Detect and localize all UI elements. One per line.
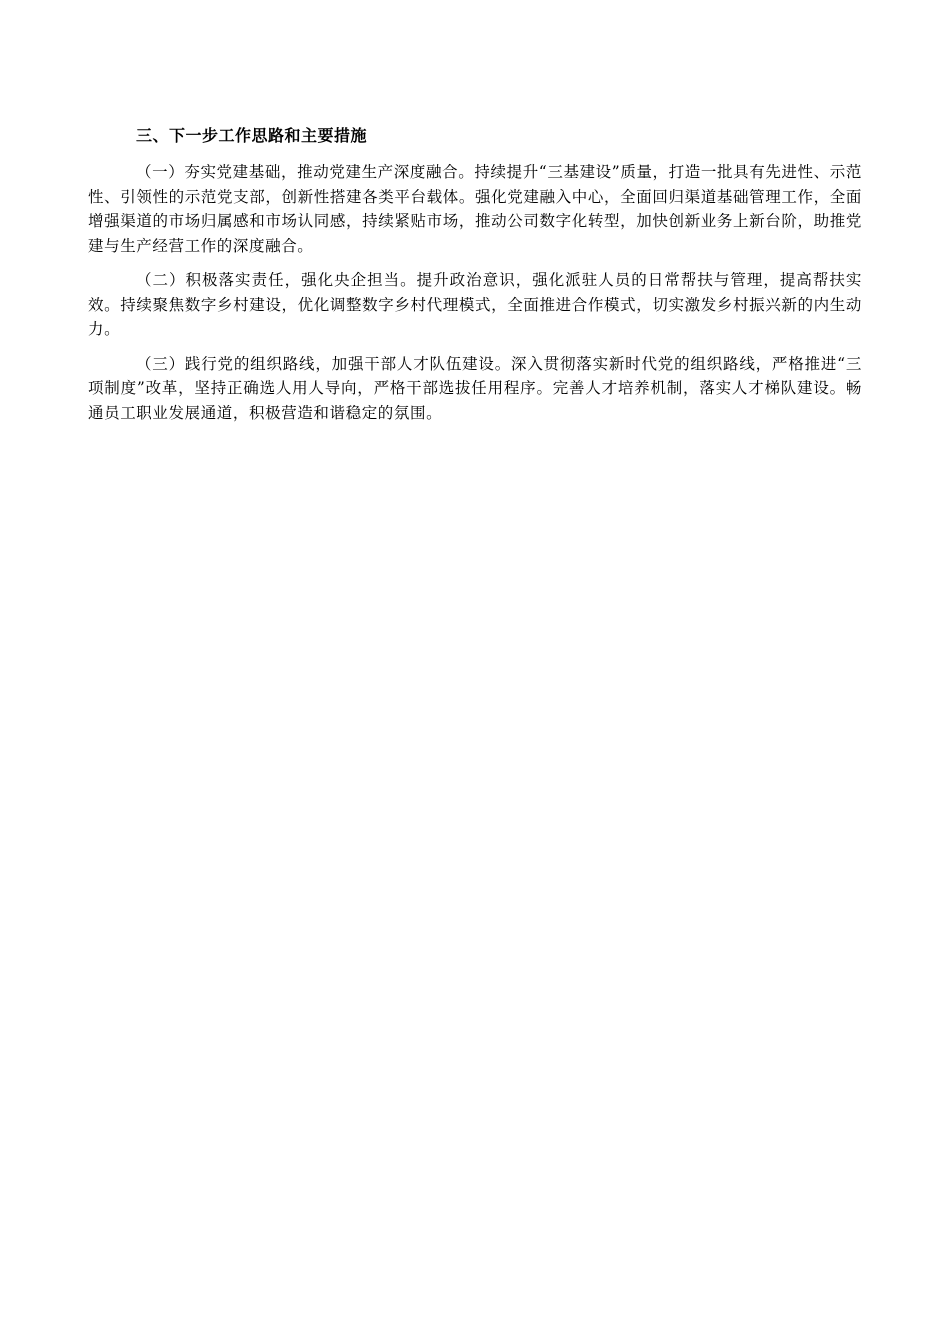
section-heading: 三、下一步工作思路和主要措施 xyxy=(136,126,368,145)
paragraph-1: （一）夯实党建基础，推动党建生产深度融合。持续提升“三基建设”质量，打造一批具有先进性、示范性、引领性的示范党支部，创新性搭建各类平台载体。强化党建融入中心，全面回归渠道基础管理工作，全面增强渠道的市场归属感和市场认同感，持续紧贴市场，推动公司数字化转型，加快创新业务上新台阶，助推党建与生产经营工作的深度融合。 xyxy=(88,163,862,255)
paragraph-2: （二）积极落实责任，强化央企担当。提升政治意识，强化派驻人员的日常帮扶与管理，提高帮扶实效。持续聚焦数字乡村建设，优化调整数字乡村代理模式，全面推进合作模式，切实激发乡村振兴新的内生动力。 xyxy=(88,271,862,338)
document-body xyxy=(88,122,862,435)
paragraph-3: （三）践行党的组织路线，加强干部人才队伍建设。深入贯彻落实新时代党的组织路线，严格推进“三项制度”改革，坚持正确选人用人导向，严格干部选拔任用程序。完善人才培养机制，落实人才梯队建设。畅通员工职业发展通道，积极营造和谐稳定的氛围。 xyxy=(88,354,862,422)
